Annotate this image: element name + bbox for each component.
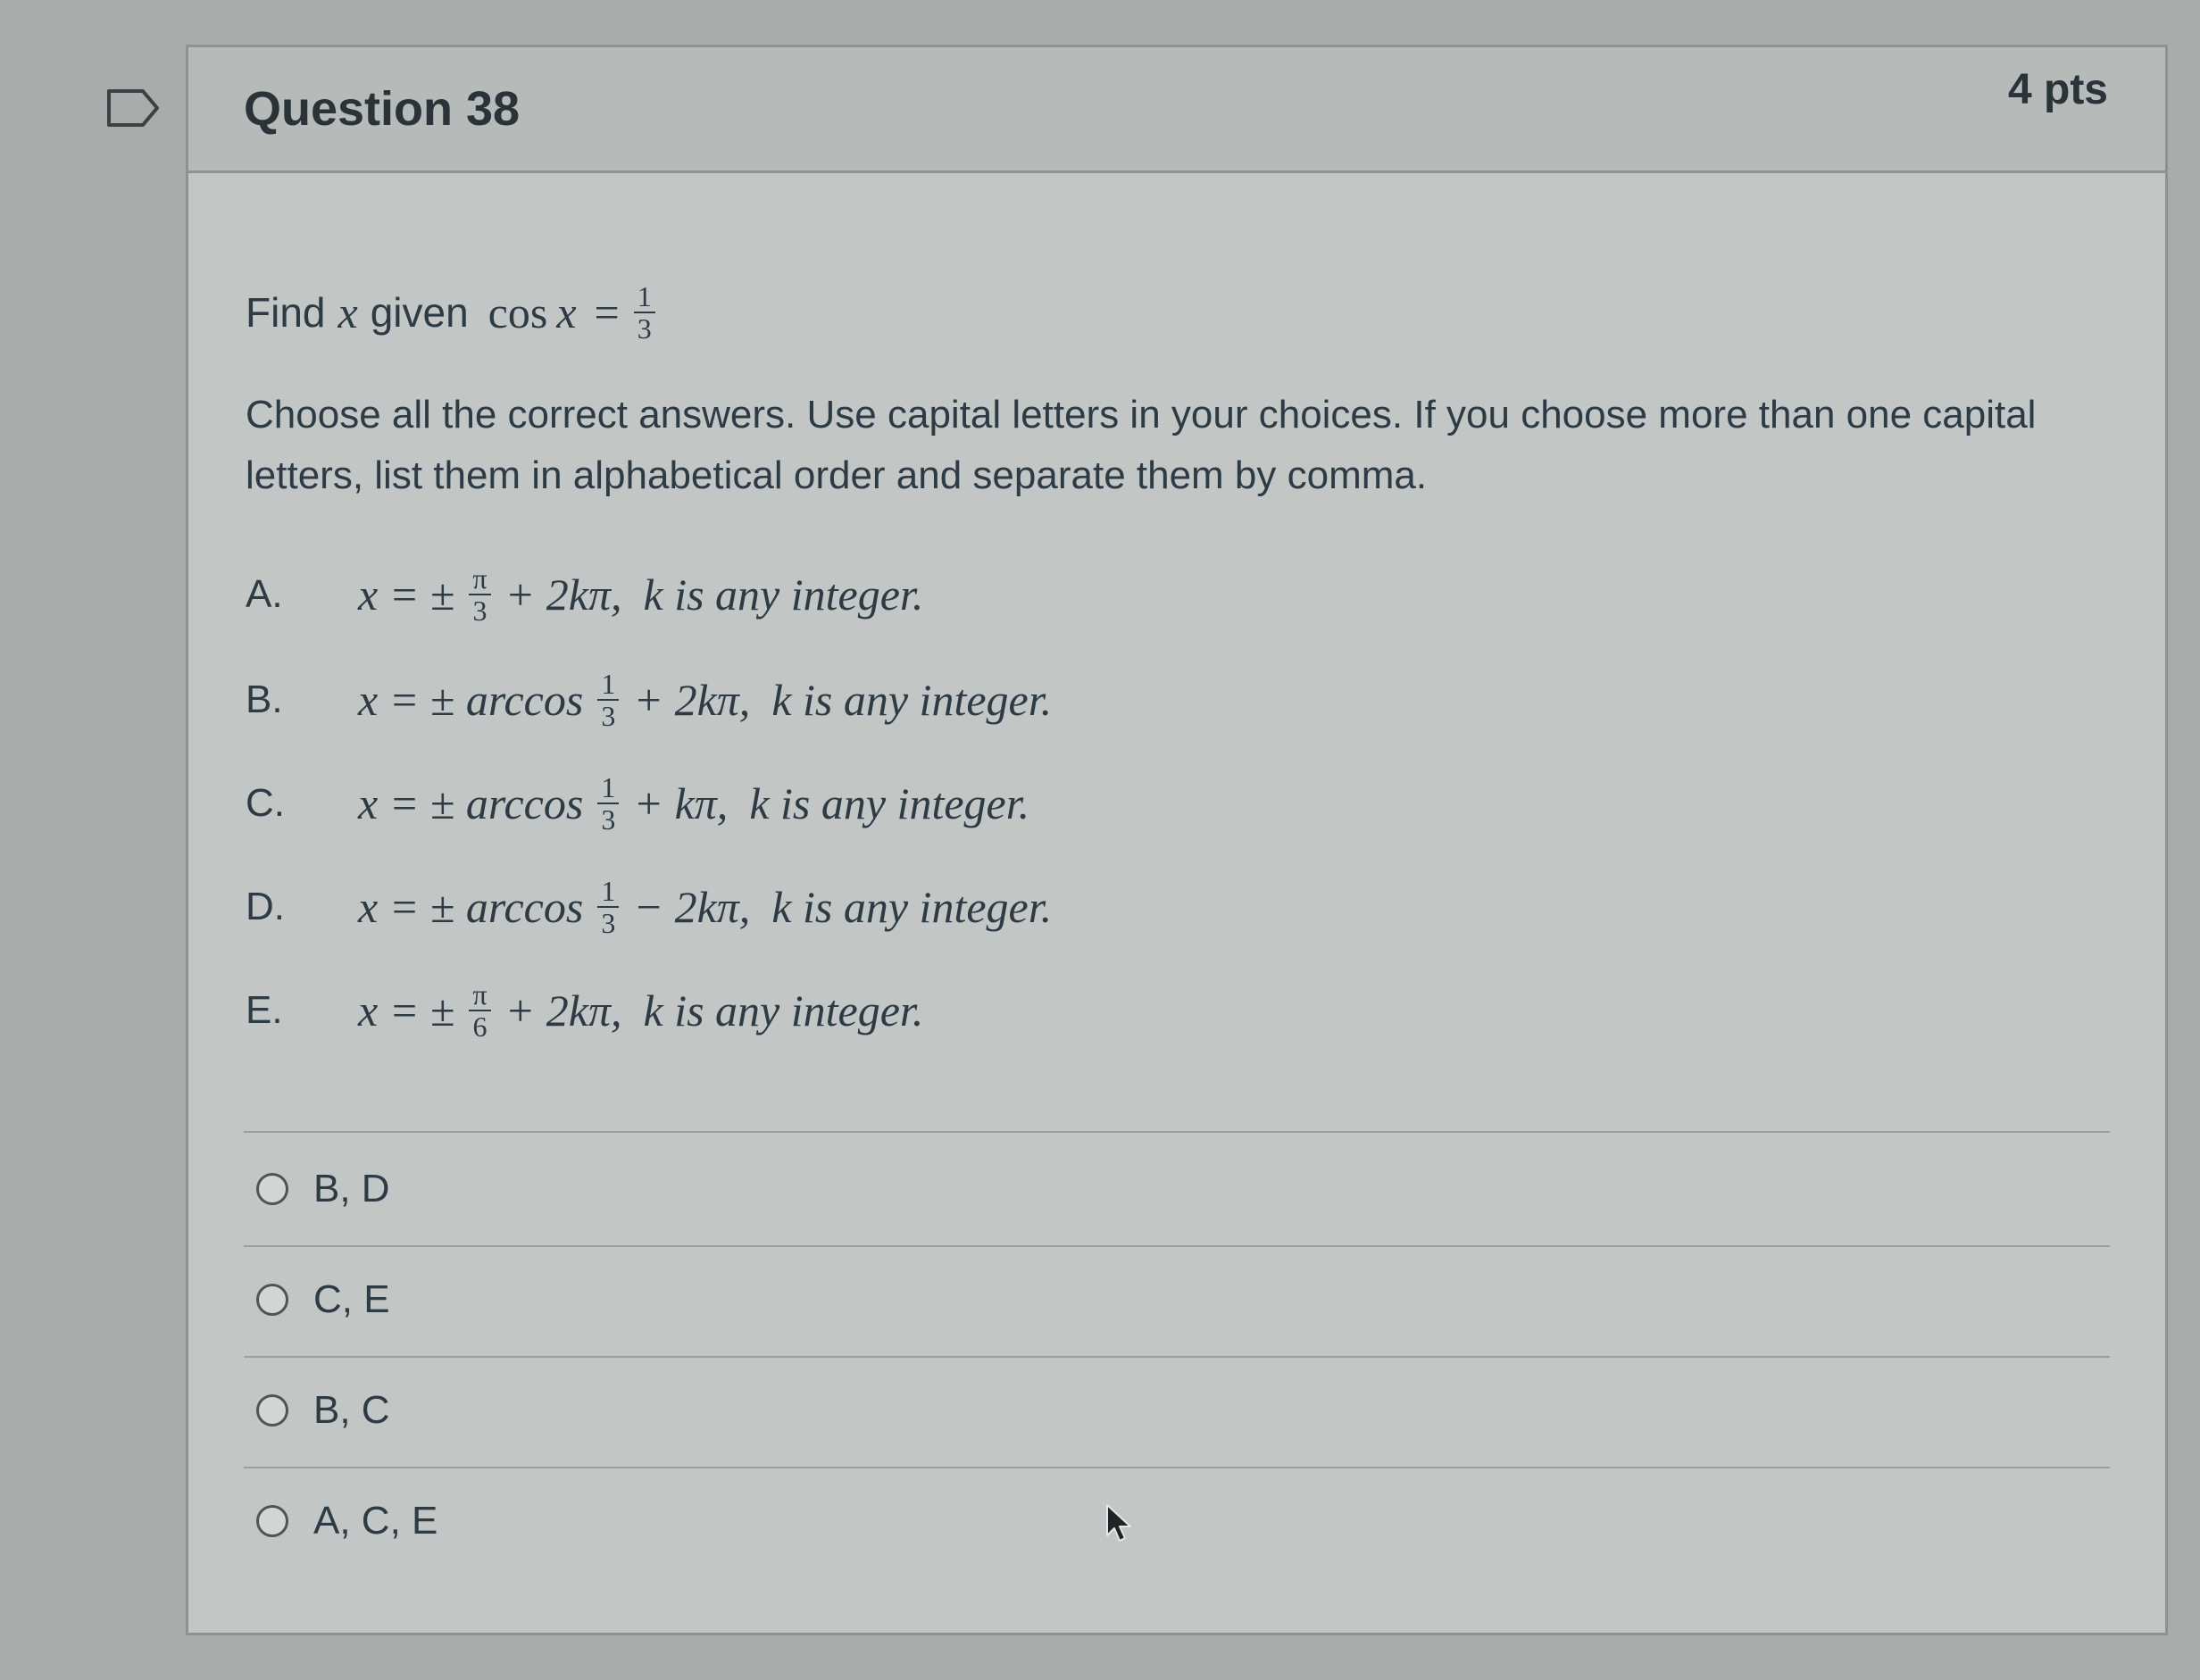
answer-divider: [244, 1467, 2110, 1468]
option-d: [246, 876, 1052, 938]
option-letter: C.: [246, 781, 285, 825]
bookmark-icon[interactable]: [105, 87, 161, 129]
option-expression: [358, 876, 1052, 938]
answer-choice[interactable]: [256, 1499, 438, 1543]
question-prompt: [246, 281, 661, 344]
prompt-denominator: 3: [637, 312, 652, 345]
option-expression: [358, 563, 923, 626]
option-letter: B.: [246, 678, 283, 721]
option-letter: A.: [246, 572, 283, 616]
prompt-fraction: [634, 281, 655, 344]
option-rest: + 2kπ,: [633, 675, 751, 725]
option-fraction: [597, 876, 619, 938]
option-letter: D.: [246, 885, 285, 928]
answer-choice[interactable]: [256, 1167, 390, 1211]
radio-button-icon[interactable]: [256, 1173, 288, 1205]
option-rest: − 2kπ,: [633, 882, 751, 932]
prompt-numerator: 1: [634, 281, 655, 313]
option-lhs: x = ± arccos: [358, 882, 584, 932]
option-numerator: 1: [597, 772, 619, 804]
mouse-cursor-icon: [1105, 1503, 1134, 1546]
option-rest: + kπ,: [633, 778, 729, 828]
option-lhs: x = ±: [358, 570, 455, 620]
answer-choice[interactable]: [256, 1388, 390, 1433]
question-points: 4 pts: [2007, 66, 2108, 113]
option-expression: [358, 669, 1052, 731]
answer-label: A, C, E: [313, 1499, 438, 1543]
option-fraction: [597, 669, 619, 731]
option-c: [246, 772, 1029, 835]
prompt-var: x: [338, 287, 358, 337]
answer-label: B, D: [313, 1167, 390, 1210]
question-instructions: Choose all the correct answers. Use capital letters in your choices. If you choose more than one capital letters, list them in alphabetical order and separate them by comma.: [246, 393, 2037, 497]
option-numerator: π: [469, 979, 490, 1011]
prompt-cos: cos: [488, 287, 548, 337]
option-a: [246, 563, 923, 626]
answer-divider: [244, 1131, 2110, 1133]
question-header: [188, 47, 2165, 173]
option-e: [246, 979, 923, 1042]
question-card: [186, 45, 2168, 1635]
option-letter: E.: [246, 988, 283, 1032]
option-tail: k is any integer.: [643, 570, 924, 620]
option-lhs: x = ± arccos: [358, 675, 584, 725]
option-tail: k is any integer.: [749, 778, 1030, 828]
question-title: Question 38: [244, 82, 521, 136]
option-denominator: 3: [472, 595, 488, 627]
option-fraction: [597, 772, 619, 835]
radio-button-icon[interactable]: [256, 1394, 288, 1426]
option-b: [246, 669, 1052, 731]
answer-divider: [244, 1245, 2110, 1247]
option-fraction: [469, 563, 490, 626]
option-numerator: 1: [597, 669, 619, 701]
option-denominator: 6: [472, 1010, 488, 1043]
option-denominator: 3: [601, 803, 616, 836]
option-tail: k is any integer.: [771, 882, 1053, 932]
answer-label: B, C: [313, 1388, 390, 1432]
option-tail: k is any integer.: [771, 675, 1053, 725]
radio-button-icon[interactable]: [256, 1284, 288, 1316]
option-rest: + 2kπ,: [504, 986, 622, 1035]
option-expression: [358, 979, 923, 1042]
option-lhs: x = ±: [358, 986, 455, 1035]
option-tail: k is any integer.: [643, 986, 924, 1035]
option-denominator: 3: [601, 907, 616, 939]
answer-label: C, E: [313, 1277, 390, 1321]
option-expression: [358, 772, 1029, 835]
answer-divider: [244, 1356, 2110, 1358]
option-denominator: 3: [601, 700, 616, 732]
radio-button-icon[interactable]: [256, 1505, 288, 1537]
option-lhs: x = ± arccos: [358, 778, 584, 828]
option-numerator: 1: [597, 876, 619, 908]
prompt-given: given: [370, 289, 469, 336]
option-numerator: π: [469, 563, 490, 595]
option-fraction: [469, 979, 490, 1042]
answer-choice[interactable]: [256, 1277, 390, 1322]
option-rest: + 2kπ,: [504, 570, 622, 620]
prompt-find: Find: [246, 289, 326, 336]
prompt-var2: x: [556, 287, 577, 337]
prompt-eq: =: [594, 287, 620, 337]
